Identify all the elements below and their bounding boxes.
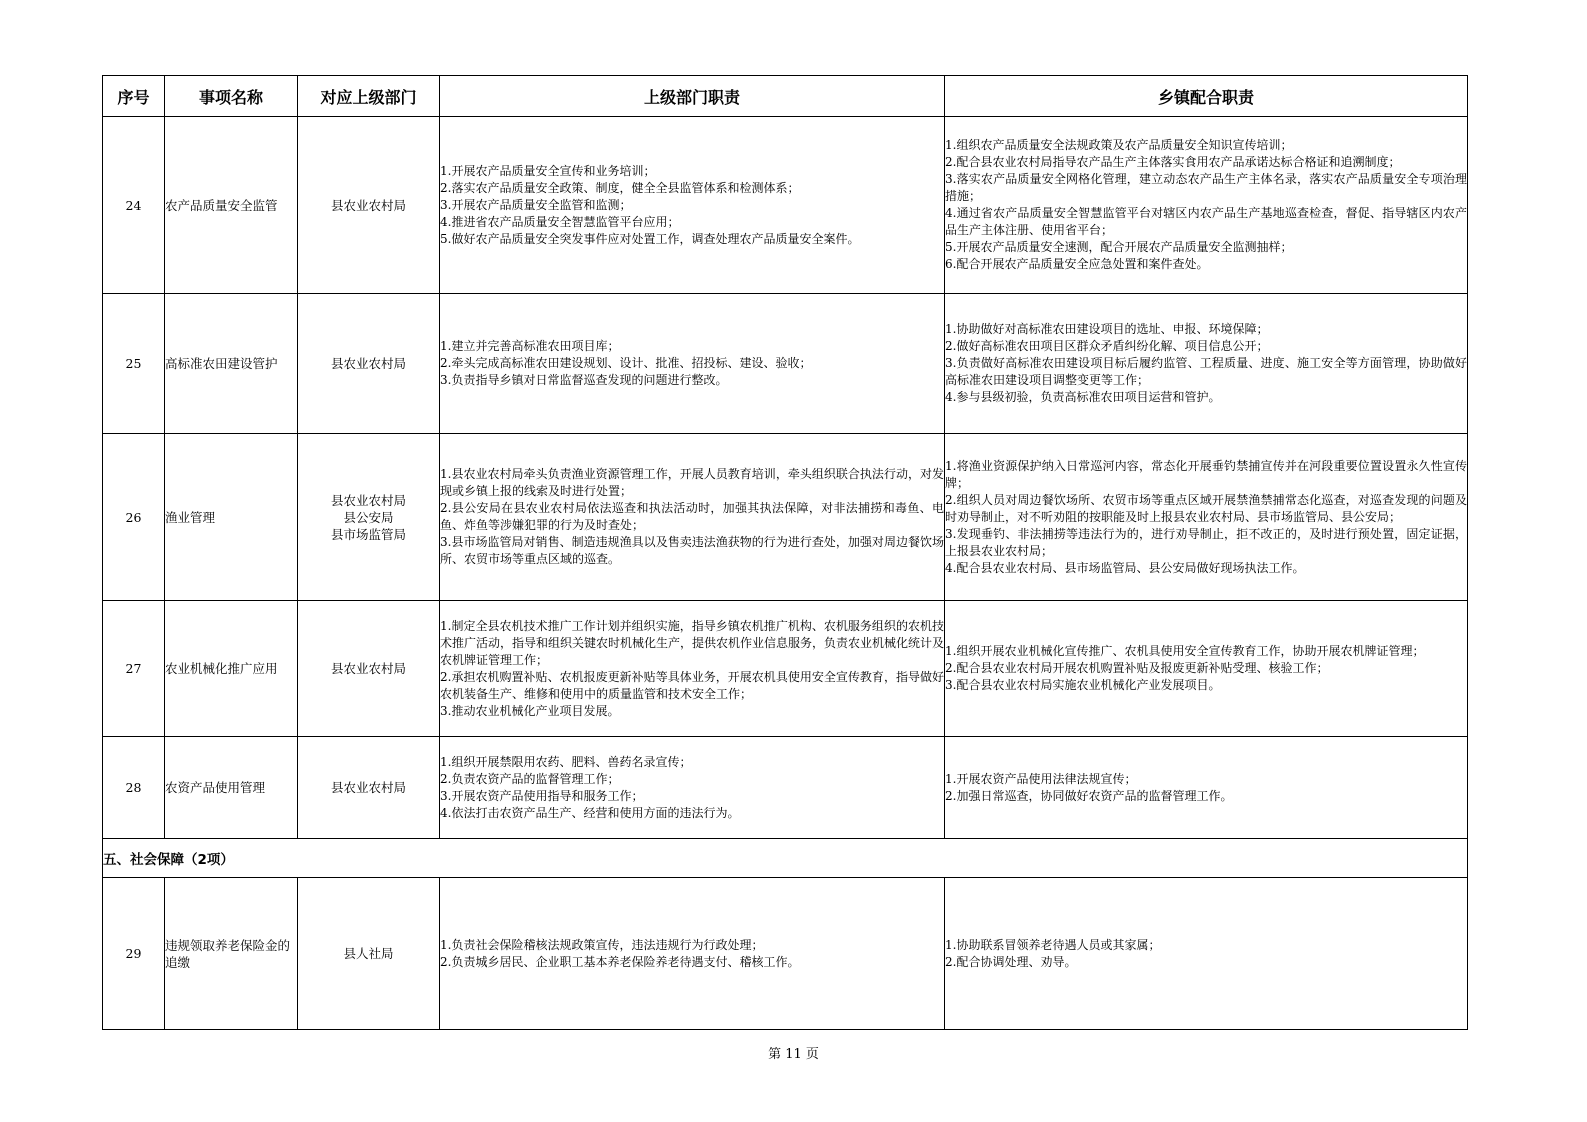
duty-line: 1.将渔业资源保护纳入日常巡河内容，常态化开展垂钓禁捕宣传并在河段重要位置设置永久性宣传牌； (945, 458, 1467, 490)
header-no: 序号 (103, 76, 165, 117)
duty-line: 3.县市场监管局对销售、制造违规渔具以及售卖违法渔获物的行为进行查处，加强对周边餐饮场所、农贸市场等重点区域的巡查。 (440, 535, 944, 566)
dept-line: 县人社局 (343, 946, 394, 961)
section-row (103, 839, 1468, 878)
duty-line: 3.负责做好高标准农田建设项目标后履约监管、工程质量、进度、施工安全等方面管理，协助做好高标准农田建设项目调整变更等工作； (945, 356, 1467, 387)
duty-line: 4.推进省农产品质量安全智慧监管平台应用； (440, 214, 680, 229)
duty-line: 1.协助做好对高标准农田建设项目的选址、申报、环境保障； (945, 322, 1269, 336)
duty-line: 1.协助联系冒领养老待遇人员或其家属； (945, 937, 1161, 952)
row-town-duties (945, 434, 1468, 601)
header-item-name: 事项名称 (165, 76, 298, 117)
duty-line: 2.牵头完成高标准农田建设规划、设计、批准、招投标、建设、验收； (440, 356, 812, 370)
duty-line: 1.组织农产品质量安全法规政策及农产品质量安全知识宣传培训； (945, 138, 1293, 152)
row-item-name: 农产品质量安全监管 (165, 117, 298, 294)
duty-line: 4.参与县级初验，负责高标准农田项目运营和管护。 (945, 390, 1221, 404)
row-dept (298, 117, 440, 294)
duty-line: 2.加强日常巡查，协同做好农资产品的监督管理工作。 (945, 788, 1233, 803)
duty-line: 2.做好高标准农田项目区群众矛盾纠纷化解、项目信息公开； (945, 339, 1269, 353)
duty-line: 2.县公安局在县农业农村局依法巡查和执法活动时，加强其执法保障，对非法捕捞和毒鱼、电鱼、炸鱼等涉嫌犯罪的行为及时查处； (440, 501, 944, 532)
row-item-name: 违规领取养老保险金的追缴 (165, 878, 298, 1030)
row-town-duties (945, 117, 1468, 294)
duty-line: 1.制定全县农机技术推广工作计划并组织实施，指导乡镇农机推广机构、农机服务组织的农机技术推广活动，指导和组织关键农时机械化生产，提供农机作业信息服务，负责农业机械化统计及农机牌证管理工作； (440, 618, 945, 667)
row-item-name: 农业机械化推广应用 (165, 601, 298, 737)
row-dept (298, 601, 440, 737)
duty-line: 3.发现垂钓、非法捕捞等违法行为的，进行劝导制止，拒不改正的，及时进行预处置，固定证据，上报县农业农村局； (945, 526, 1467, 558)
section-heading: 五、社会保障（2项） (103, 839, 1468, 878)
dept-line: 县农业农村局 (330, 197, 406, 213)
dept-line: 县农业农村局 (330, 661, 406, 676)
table-row (103, 601, 1468, 737)
dept-line: 县市场监管局 (330, 526, 406, 542)
duty-table (102, 75, 1468, 1030)
row-no: 24 (103, 117, 165, 294)
row-dept (298, 737, 440, 839)
table-row (103, 434, 1468, 601)
row-item-name: 农资产品使用管理 (165, 737, 298, 839)
duty-line: 2.配合县农业农村局开展农机购置补贴及报废更新补贴受理、核验工作； (945, 661, 1329, 675)
duty-line: 4.依法打击农资产品生产、经营和使用方面的违法行为。 (440, 805, 740, 820)
duty-line: 3.开展农产品质量安全监管和监测； (440, 197, 632, 212)
dept-line: 县农业农村局 (330, 492, 406, 508)
duty-line: 6.配合开展农产品质量安全应急处置和案件查处。 (945, 257, 1209, 271)
row-town-duties (945, 601, 1468, 737)
duty-line: 4.配合县农业农村局、县市场监管局、县公安局做好现场执法工作。 (945, 560, 1305, 575)
duty-line: 1.开展农资产品使用法律法规宣传； (945, 771, 1137, 786)
duty-line: 3.配合县农业农村局实施农业机械化产业发展项目。 (945, 678, 1221, 692)
duty-line: 1.建立并完善高标准农田项目库； (440, 339, 620, 353)
row-upper-duties (440, 737, 945, 839)
row-no: 26 (103, 434, 165, 601)
page-number: 第 11 页 (768, 1047, 819, 1062)
header-town-duties: 乡镇配合职责 (945, 76, 1468, 117)
row-upper-duties (440, 434, 945, 601)
duty-line: 2.落实农产品质量安全政策、制度，健全全县监管体系和检测体系； (440, 180, 800, 195)
row-no: 29 (103, 878, 165, 1030)
row-item-name: 渔业管理 (165, 434, 298, 601)
row-no: 25 (103, 294, 165, 434)
row-dept (298, 878, 440, 1030)
row-upper-duties (440, 117, 945, 294)
dept-line: 县公安局 (343, 509, 394, 525)
header-row (103, 76, 1468, 117)
row-item-name: 高标准农田建设管护 (165, 294, 298, 434)
duty-line: 2.承担农机购置补贴、农机报废更新补贴等具体业务，开展农机具使用安全宣传教育，指导做好农机装备生产、维修和使用中的质量监管和技术安全工作； (440, 669, 944, 701)
table-row (103, 117, 1468, 294)
table-row (103, 737, 1468, 839)
row-upper-duties (440, 878, 945, 1030)
duty-line: 2.负责农资产品的监督管理工作； (440, 771, 620, 786)
duty-line: 3.负责指导乡镇对日常监督巡查发现的问题进行整改。 (440, 373, 728, 387)
row-dept (298, 294, 440, 434)
duty-line: 1.组织开展禁限用农药、肥料、兽药名录宣传； (440, 754, 692, 769)
row-town-duties (945, 878, 1468, 1030)
row-no: 27 (103, 601, 165, 737)
duty-line: 2.组织人员对周边餐饮场所、农贸市场等重点区域开展禁渔禁捕常态化巡查，对巡查发现的问题及时劝导制止，对不听劝阻的按职能及时上报县农业农村局、县市场监管局、县公安局； (945, 492, 1467, 524)
duty-line: 5.做好农产品质量安全突发事件应对处置工作，调查处理农产品质量安全案件。 (440, 231, 860, 246)
duty-line: 3.开展农资产品使用指导和服务工作； (440, 788, 644, 803)
duty-line: 1.组织开展农业机械化宣传推广、农机具使用安全宣传教育工作，协助开展农机牌证管理； (945, 644, 1425, 658)
duty-line: 1.负责社会保险稽核法规政策宣传，违法违规行为行政处理； (440, 937, 764, 952)
duty-line: 3.落实农产品质量安全网格化管理，建立动态农产品生产主体名录，落实农产品质量安全专项治理措施； (945, 172, 1467, 203)
duty-line: 3.推动农业机械化产业项目发展。 (440, 703, 620, 718)
dept-line: 县农业农村局 (330, 780, 406, 795)
duty-line: 1.开展农产品质量安全宣传和业务培训； (440, 163, 656, 178)
row-dept (298, 434, 440, 601)
row-town-duties (945, 737, 1468, 839)
row-town-duties (945, 294, 1468, 434)
table-row (103, 294, 1468, 434)
row-upper-duties (440, 601, 945, 737)
table-row (103, 878, 1468, 1030)
duty-line: 2.配合协调处理、劝导。 (945, 954, 1077, 969)
row-upper-duties (440, 294, 945, 434)
duty-line: 4.通过省农产品质量安全智慧监管平台对辖区内农产品生产基地巡查检查，督促、指导辖区内农产品生产主体注册、使用省平台； (945, 206, 1467, 237)
duty-line: 1.县农业农村局牵头负责渔业资源管理工作，开展人员教育培训，牵头组织联合执法行动，对发现或乡镇上报的线索及时进行处置； (440, 467, 944, 498)
duty-line: 5.开展农产品质量安全速测，配合开展农产品质量安全监测抽样； (945, 240, 1293, 254)
header-upper-dept: 对应上级部门 (298, 76, 440, 117)
duty-line: 2.配合县农业农村局指导农产品生产主体落实食用农产品承诺达标合格证和追溯制度； (945, 155, 1401, 169)
dept-line: 县农业农村局 (330, 356, 406, 371)
header-upper-duties: 上级部门职责 (440, 76, 945, 117)
row-no: 28 (103, 737, 165, 839)
duty-line: 2.负责城乡居民、企业职工基本养老保险养老待遇支付、稽核工作。 (440, 954, 800, 969)
